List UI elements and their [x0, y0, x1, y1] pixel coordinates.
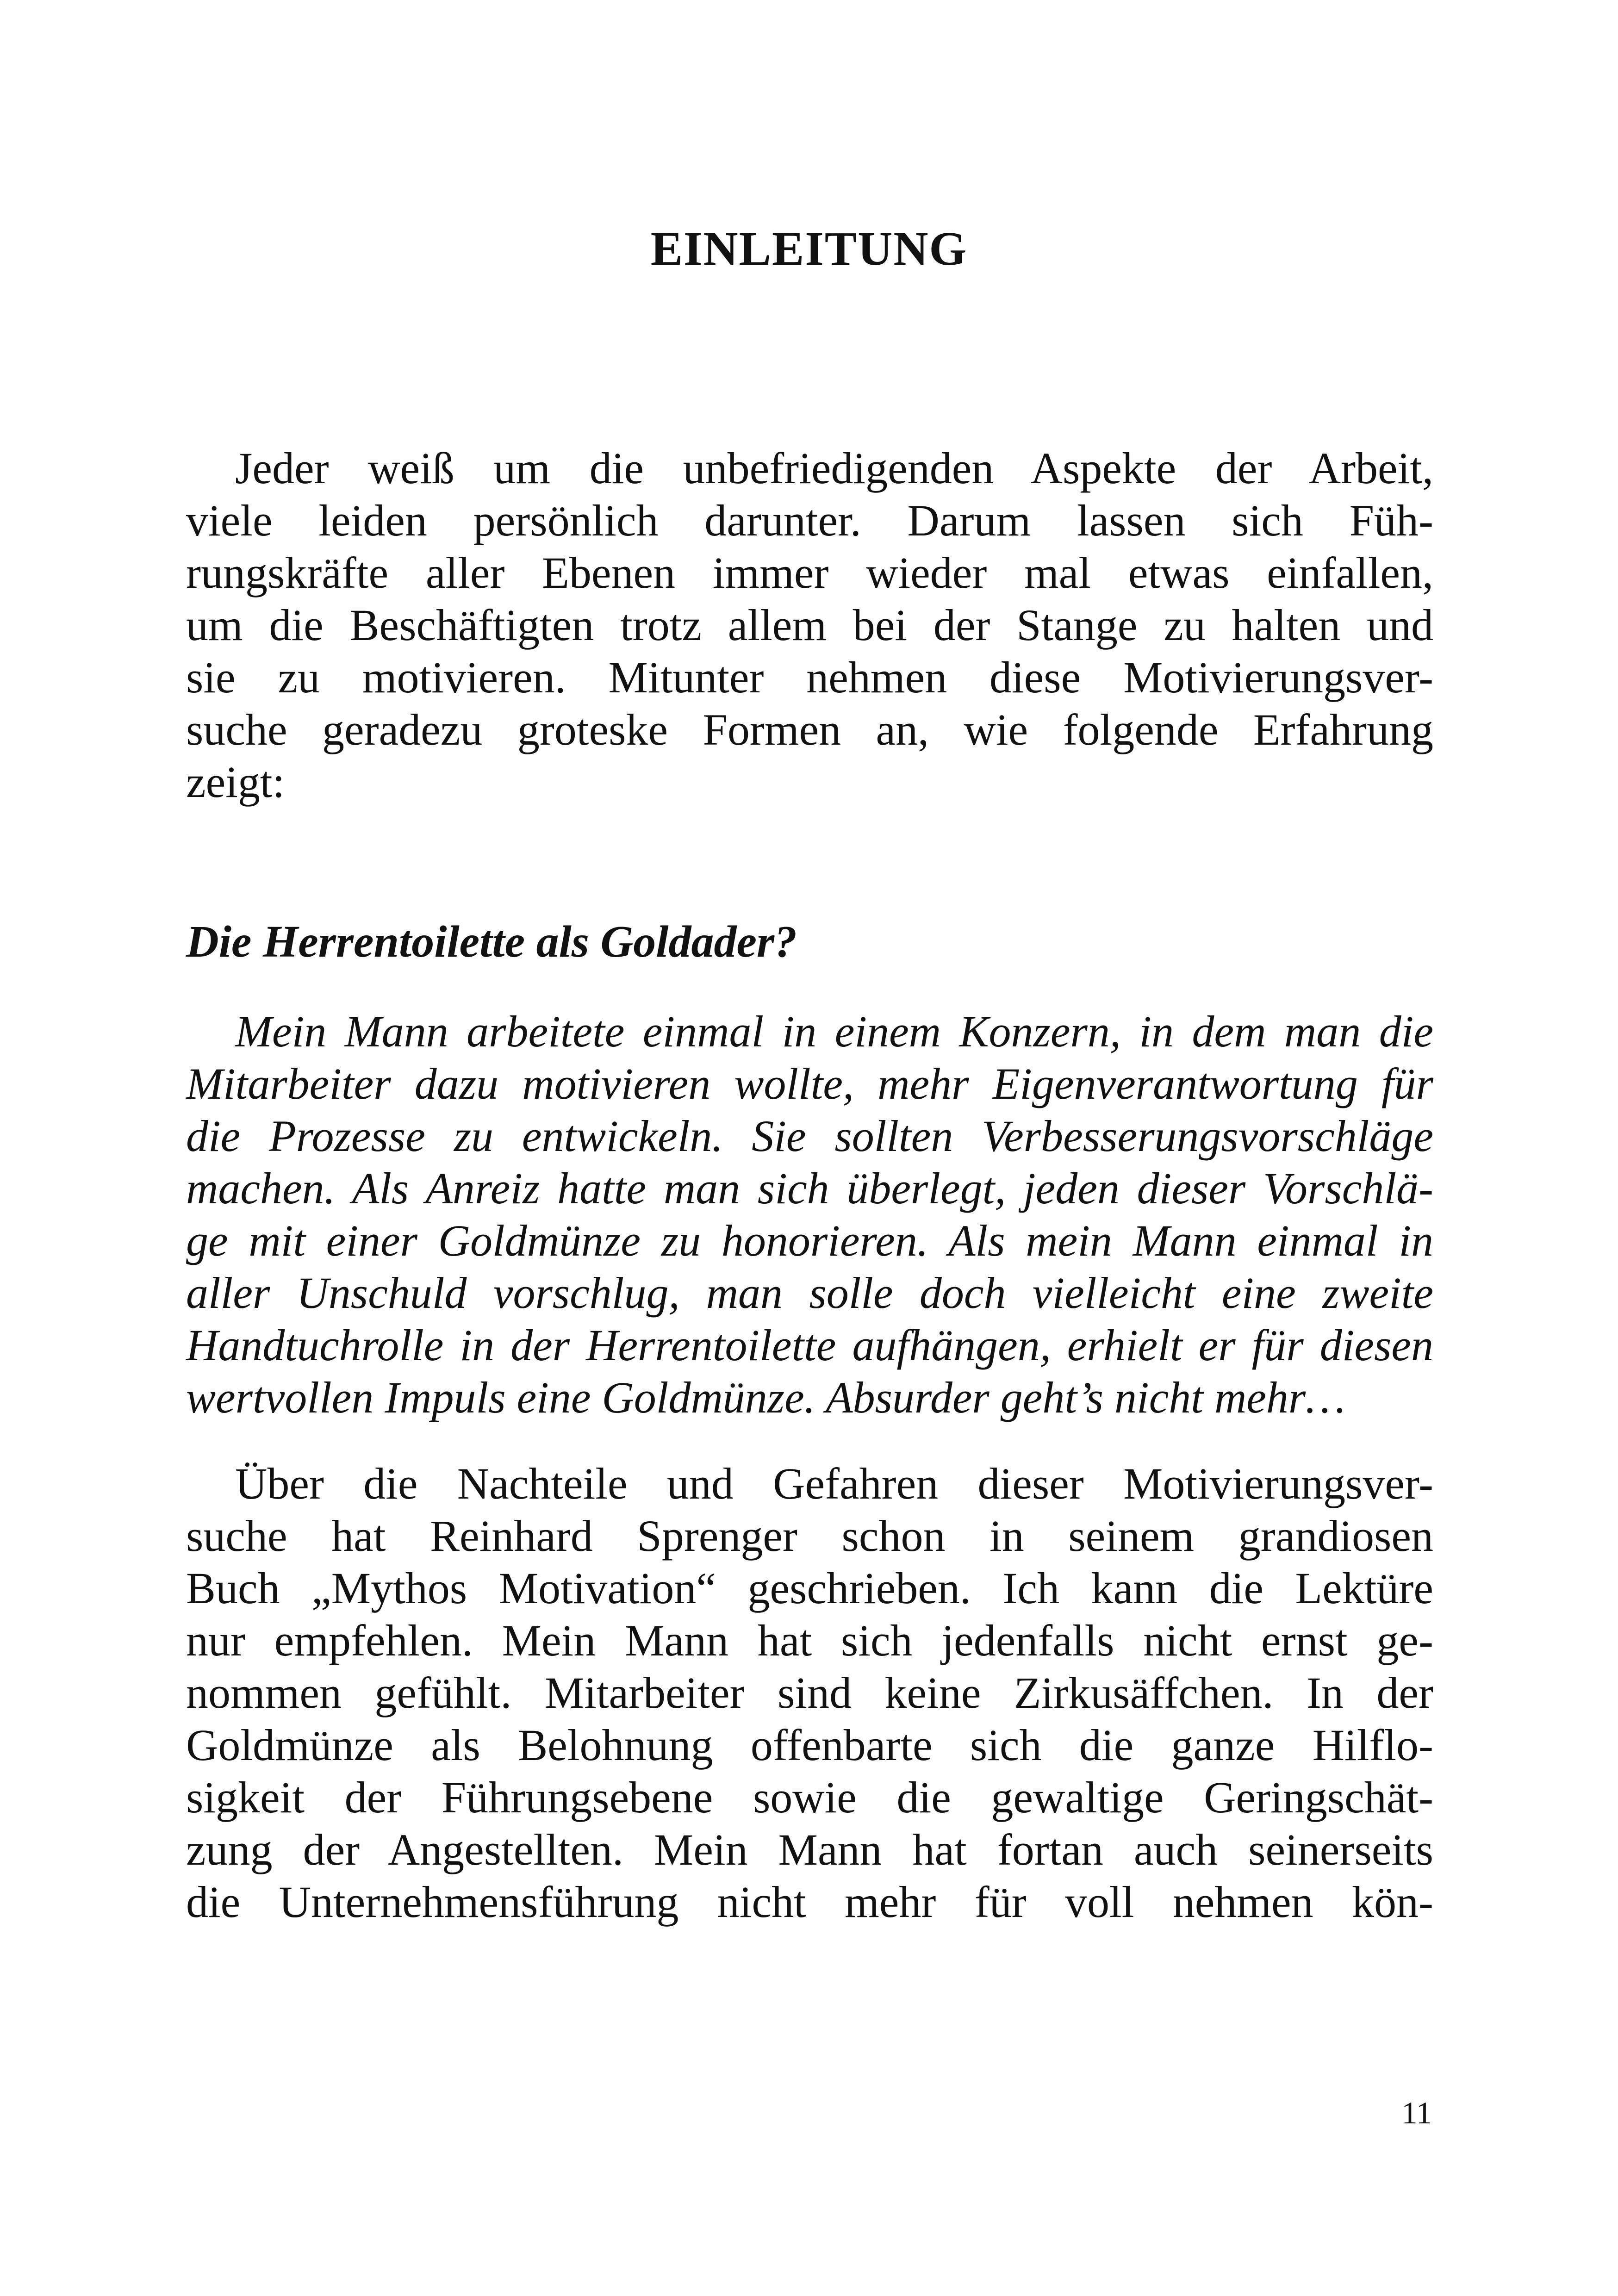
- quote-line: wertvollen Impuls eine Goldmünze. Absurder geht’s nicht mehr…: [186, 1373, 1345, 1422]
- quote-line: Mein Mann arbeitete einmal in einem Konzern, in dem man die: [235, 1007, 1433, 1056]
- text-line: suche hat Reinhard Sprenger schon in seinem grandiosen: [186, 1511, 1433, 1561]
- text-line: rungskräfte aller Ebenen immer wieder mal etwas einfallen,: [186, 548, 1433, 597]
- text-line: sigkeit der Führungsebene sowie die gewaltige Geringschät-: [186, 1773, 1433, 1822]
- text-line: suche geradezu groteske Formen an, wie folgende Erfahrung: [186, 705, 1433, 754]
- quote-line: die Prozesse zu entwickeln. Sie sollten Verbesserungsvorschläge: [186, 1111, 1433, 1161]
- text-line: Jeder weiß um die unbefriedigenden Aspekte der Arbeit,: [235, 443, 1433, 493]
- text-line: nur empfehlen. Mein Mann hat sich jedenfalls nicht ernst ge-: [186, 1616, 1433, 1665]
- text-line: Goldmünze als Belohnung offenbarte sich die ganze Hilflo-: [186, 1720, 1433, 1770]
- page-number: 11: [1401, 2095, 1432, 2130]
- chapter-heading: EINLEITUNG: [650, 222, 968, 275]
- quote-line: aller Unschuld vorschlug, man solle doch vielleicht eine zweite: [186, 1268, 1433, 1318]
- text-line: die Unternehmensführung nicht mehr für voll nehmen kön-: [186, 1877, 1433, 1927]
- text-line: zung der Angestellten. Mein Mann hat fortan auch seinerseits: [186, 1825, 1433, 1874]
- quote-line: ge mit einer Goldmünze zu honorieren. Als mein Mann einmal in: [186, 1216, 1433, 1265]
- text-line: zeigt:: [186, 757, 285, 807]
- text-line: viele leiden persönlich darunter. Darum lassen sich Füh-: [186, 496, 1433, 545]
- quote-line: Mitarbeiter dazu motivieren wollte, mehr Eigenverantwortung für: [186, 1059, 1433, 1108]
- text-line: sie zu motivieren. Mitunter nehmen diese Motivierungsver-: [186, 653, 1433, 702]
- text-line: nommen gefühlt. Mitarbeiter sind keine Zirkusäffchen. In der: [186, 1668, 1433, 1717]
- quote-paragraph: [186, 1005, 1433, 1424]
- text-line: Buch „Mythos Motivation“ geschrieben. Ich kann die Lektüre: [186, 1563, 1433, 1613]
- quote-line: machen. Als Anreiz hatte man sich überlegt, jeden dieser Vorschlä-: [186, 1164, 1433, 1213]
- text-line: Über die Nachteile und Gefahren dieser Motivierungsver-: [235, 1459, 1433, 1508]
- quote-line: Handtuchrolle in der Herrentoilette aufhängen, erhielt er für diesen: [186, 1320, 1433, 1370]
- body-paragraph: [186, 1457, 1433, 1928]
- intro-paragraph: [186, 442, 1433, 808]
- section-subheading: Die Herrentoilette als Goldader?: [186, 917, 797, 967]
- text-line: um die Beschäftigten trotz allem bei der Stange zu halten und: [186, 600, 1433, 650]
